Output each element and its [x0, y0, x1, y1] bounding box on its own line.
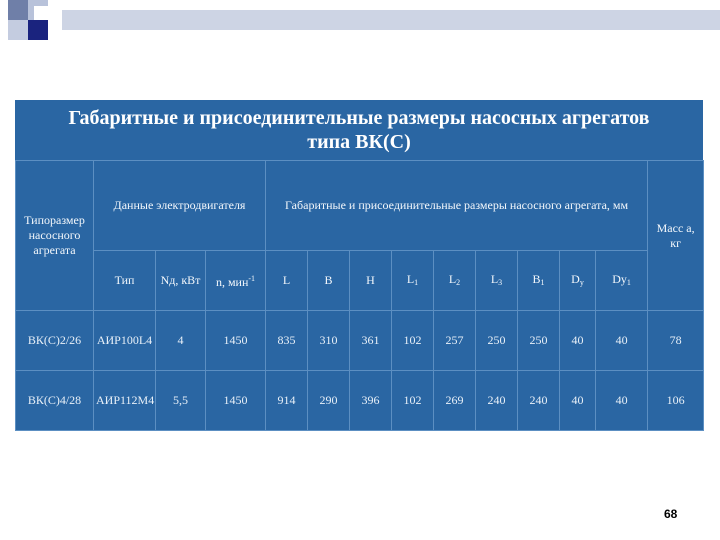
- header-speed: n, мин$^{-1}$: [206, 251, 266, 311]
- cell-mass: 78: [648, 311, 704, 371]
- cell-Dy1: 40: [596, 371, 648, 431]
- cell-L1: 102: [392, 371, 434, 431]
- cell-H: 396: [350, 371, 392, 431]
- header-L3: $L_3$: [476, 251, 518, 311]
- cell-Dy: 40: [560, 311, 596, 371]
- cell-B: 290: [308, 371, 350, 431]
- cell-L3: 240: [476, 371, 518, 431]
- header-Dy1: $Dу_1$: [596, 251, 648, 311]
- header-type-size: Типоразмер насосного агрегата: [16, 161, 94, 311]
- dimensions-table: [15, 160, 704, 431]
- cell-B1: 240: [518, 371, 560, 431]
- cell-H: 361: [350, 311, 392, 371]
- dimensions-table-panel: [15, 100, 703, 430]
- cell-type-size: ВК(С)2/26: [16, 311, 94, 371]
- cell-L3: 250: [476, 311, 518, 371]
- cell-L: 835: [266, 311, 308, 371]
- cell-motor-type: АИР100L4: [94, 311, 156, 371]
- cell-B: 310: [308, 311, 350, 371]
- decor-stripe: [62, 10, 720, 30]
- cell-L1: 102: [392, 311, 434, 371]
- title-line-2: типа ВК(С): [307, 131, 411, 153]
- decor-square: [8, 0, 28, 20]
- header-power: Nд, кВт: [156, 251, 206, 311]
- decor-square: [34, 6, 48, 20]
- cell-speed: 1450: [206, 311, 266, 371]
- cell-power: 5,5: [156, 371, 206, 431]
- cell-type-size: ВК(С)4/28: [16, 371, 94, 431]
- decor-square: [28, 20, 48, 40]
- slide-header-decoration: [0, 0, 720, 40]
- header-mass: Масс а, кг: [648, 161, 704, 311]
- cell-mass: 106: [648, 371, 704, 431]
- header-H: H: [350, 251, 392, 311]
- header-L1: $L_1$: [392, 251, 434, 311]
- table-row: [16, 311, 704, 371]
- cell-power: 4: [156, 311, 206, 371]
- decor-square: [8, 20, 28, 40]
- cell-B1: 250: [518, 311, 560, 371]
- header-L: L: [266, 251, 308, 311]
- cell-L2: 257: [434, 311, 476, 371]
- cell-Dy1: 40: [596, 311, 648, 371]
- table-row: [16, 371, 704, 431]
- header-dimensions: Габаритные и присоединительные размеры насосного агрегата, мм: [266, 161, 648, 251]
- header-L2: $L_2$: [434, 251, 476, 311]
- cell-L2: 269: [434, 371, 476, 431]
- table-title: [15, 100, 703, 160]
- cell-L: 914: [266, 371, 308, 431]
- header-motor-type: Тип: [94, 251, 156, 311]
- cell-speed: 1450: [206, 371, 266, 431]
- header-B1: $B_1$: [518, 251, 560, 311]
- cell-motor-type: АИР112М4: [94, 371, 156, 431]
- page-number: 68: [664, 507, 678, 521]
- title-line-1: Габаритные и присоединительные размеры насосных агрегатов: [68, 107, 650, 129]
- header-motor-data: Данные электродвигателя: [94, 161, 266, 251]
- header-B: B: [308, 251, 350, 311]
- header-Dy: $D_у$: [560, 251, 596, 311]
- cell-Dy: 40: [560, 371, 596, 431]
